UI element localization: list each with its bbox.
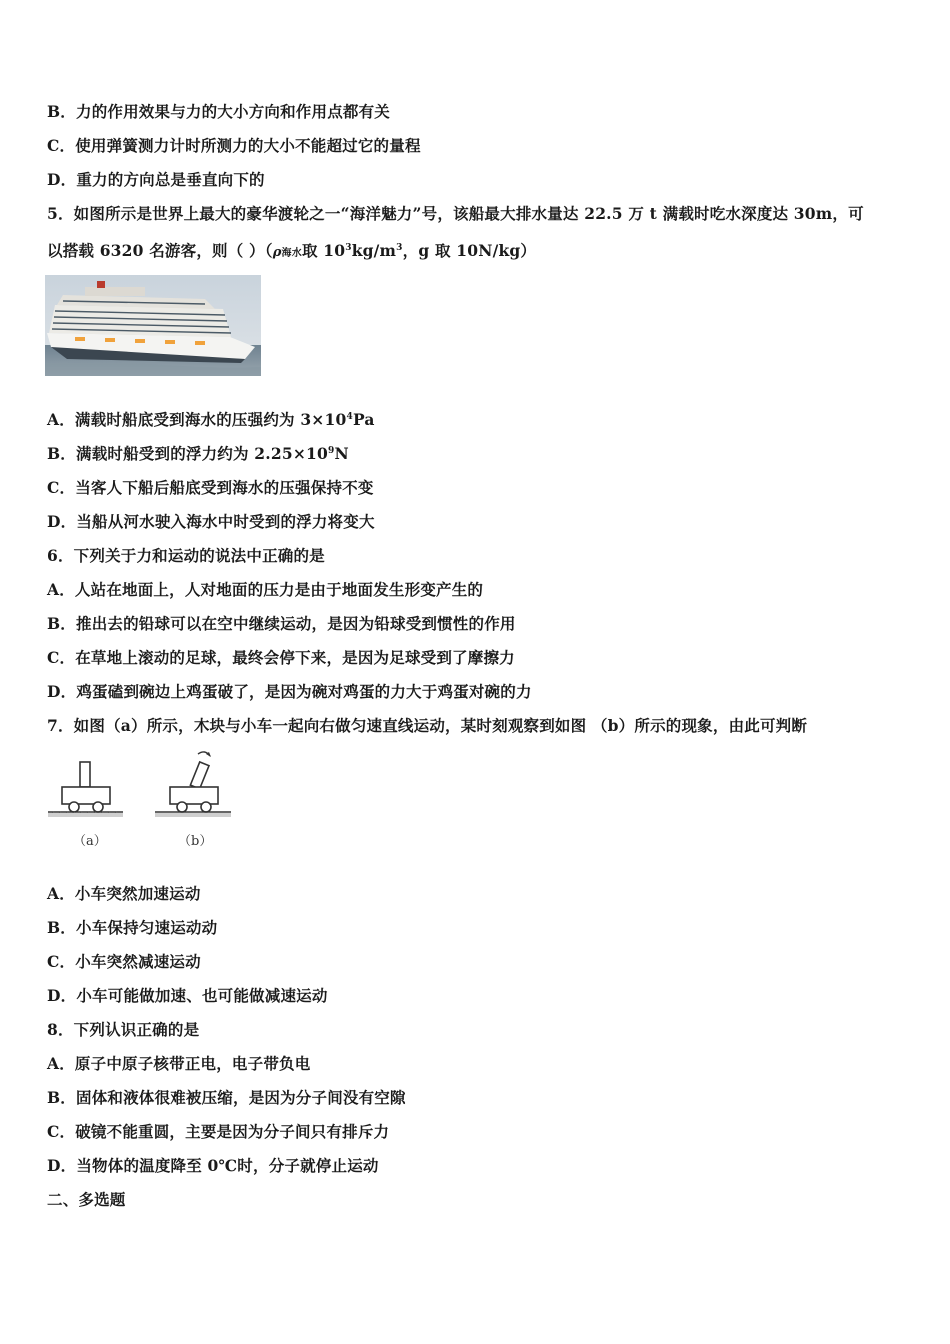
q8-stem: 8．下列认识正确的是 — [47, 1020, 200, 1039]
q5-stem-line2 — [47, 241, 536, 264]
exp-pressure: 4 — [346, 412, 353, 422]
q7-option-a: A．小车突然加速运动 — [47, 884, 201, 903]
q4-option-b: B．力的作用效果与力的大小方向和作用点都有关 — [47, 102, 391, 121]
q7-option-c: C．小车突然减速运动 — [47, 952, 201, 971]
q7-option-b: B．小车保持匀速运动动 — [47, 918, 218, 937]
label-a: （a） — [73, 834, 107, 849]
q5-option-a-unit: Pa — [352, 410, 375, 429]
q5-option-a-text: A．满载时船底受到海水的压强约为 3×10 — [47, 410, 347, 429]
q5-stem-line1: 5．如图所示是世界上最大的豪华渡轮之一“海洋魅力”号，该船最大排水量达 22.5 万 t 满载时吃水深度达 30m，可 — [47, 204, 864, 223]
label-b: （b） — [178, 834, 213, 849]
cruise-ship-icon — [45, 275, 261, 376]
q8-option-b: B．固体和液体很难被压缩，是因为分子间没有空隙 — [47, 1088, 406, 1107]
q5-stem-line2-b: 取 10 — [301, 241, 346, 260]
q8-option-a: A．原子中原子核带正电，电子带负电 — [47, 1054, 311, 1073]
q5-stem-line2-a: 以搭载 6320 名游客，则（ ）（ — [47, 241, 273, 260]
q7-option-d: D．小车可能做加速、也可能做减速运动 — [47, 986, 328, 1005]
exp-density: 3 — [345, 243, 352, 253]
q6-option-d: D．鸡蛋磕到碗边上鸡蛋破了，是因为碗对鸡蛋的力大于鸡蛋对碗的力 — [47, 682, 532, 701]
exp-buoyancy: 9 — [328, 446, 335, 456]
q5-option-b — [47, 444, 349, 464]
q6-option-b: B．推出去的铅球可以在空中继续运动，是因为铅球受到惯性的作用 — [47, 614, 516, 633]
q8-option-d: D．当物体的温度降至 0℃时，分子就停止运动 — [47, 1156, 379, 1175]
rho-subscript: 海水 — [281, 248, 302, 259]
q4-option-d: D．重力的方向总是垂直向下的 — [47, 170, 265, 189]
cart-block-figure — [45, 745, 238, 855]
cruise-ship-image — [45, 275, 261, 376]
q5-stem-line2-c: kg/m — [351, 241, 397, 260]
q7-stem: 7．如图（a）所示，木块与小车一起向右做匀速直线运动，某时刻观察到如图 （b）所示的现象，由此可判断 — [47, 716, 808, 735]
q6-option-c: C．在草地上滚动的足球，最终会停下来，是因为足球受到了摩擦力 — [47, 648, 515, 667]
q6-option-a: A．人站在地面上，人对地面的压力是由于地面发生形变产生的 — [47, 580, 484, 599]
section-heading-multiple-choice: 二、多选题 — [47, 1190, 126, 1209]
cart-diagram-icon — [45, 745, 238, 855]
q5-option-c: C．当客人下船后船底受到海水的压强保持不变 — [47, 478, 374, 497]
q8-option-c: C．破镜不能重圆，主要是因为分子间只有排斥力 — [47, 1122, 390, 1141]
q5-stem-line2-d: ，g 取 10N/kg） — [402, 241, 537, 260]
q5-option-a — [47, 410, 375, 430]
q5-option-d: D．当船从河水驶入海水中时受到的浮力将变大 — [47, 512, 375, 531]
q4-option-c: C．使用弹簧测力计时所测力的大小不能超过它的量程 — [47, 136, 421, 155]
exp-cubic: 3 — [396, 243, 403, 253]
q5-option-b-text: B．满载时船受到的浮力约为 2.25×10 — [47, 444, 329, 463]
q6-stem: 6．下列关于力和运动的说法中正确的是 — [47, 546, 325, 565]
q5-option-b-unit: N — [334, 444, 349, 463]
rho-symbol: ρ — [272, 245, 282, 260]
